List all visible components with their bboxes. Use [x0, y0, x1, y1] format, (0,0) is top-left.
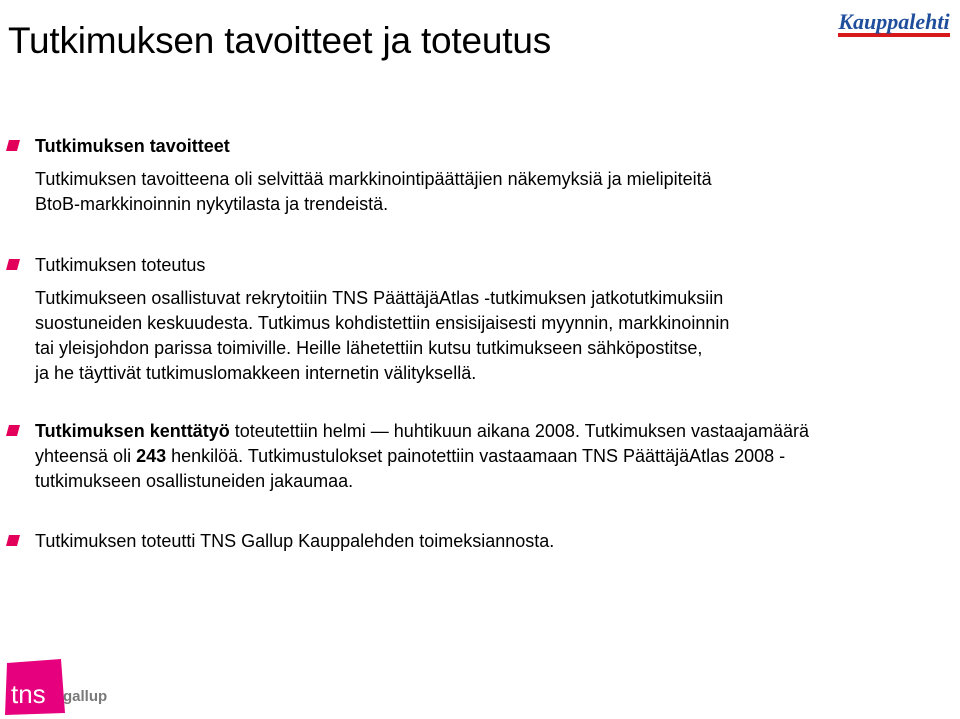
bullet-icon: [6, 425, 20, 436]
respondent-count: 243: [136, 446, 167, 466]
tns-gallup-logo: [3, 657, 111, 717]
kauppalehti-logo: [838, 6, 950, 38]
bullet-icon: [6, 259, 20, 270]
section-credit: [35, 529, 935, 554]
section-goals-heading: Tutkimuksen tavoitteet: [35, 136, 230, 156]
kauppalehti-logo-text: Kauppalehti: [838, 9, 950, 34]
credit-text: Tutkimuksen toteutti TNS Gallup Kauppalehden toimeksiannosta.: [35, 531, 555, 551]
section-goals: [35, 134, 935, 217]
fieldwork-line1-text: toteutettiin helmi — huhtikuun aikana 2008. Tutkimuksen vastaajamäärä: [229, 421, 810, 441]
section-goals-line: Tutkimuksen tavoitteena oli selvittää markkinointipäättäjien näkemyksiä ja mielipiteitä: [35, 169, 712, 189]
section-implementation: [35, 253, 935, 386]
section-implementation-line: Tutkimukseen osallistuvat rekrytoitiin TNS PäättäjäAtlas -tutkimuksen jatkotutkimuksiin: [35, 288, 724, 308]
fieldwork-lead: Tutkimuksen kenttätyö: [35, 421, 230, 441]
section-implementation-line: suostuneiden keskuudesta. Tutkimus kohdistettiin ensisijaisesti myynnin, markkinoinnin: [35, 313, 730, 333]
tns-logo-text: tns: [11, 679, 46, 709]
section-implementation-heading: Tutkimuksen toteutus: [35, 255, 206, 275]
section-fieldwork-line: [35, 419, 935, 444]
slide-title: Tutkimuksen tavoitteet ja toteutus: [8, 20, 551, 61]
gallup-logo-text: gallup: [63, 688, 108, 705]
bullet-icon: [6, 140, 20, 151]
section-fieldwork-line: [35, 444, 935, 469]
section-implementation-line: tai yleisjohdon parissa toimiville. Heille lähetettiin kutsu tutkimukseen sähköpostitse,: [35, 338, 703, 358]
bullet-icon: [6, 535, 20, 546]
fieldwork-line2-text: henkilöä. Tutkimustulokset painotettiin vastaamaan TNS PäättäjäAtlas 2008 -: [166, 446, 786, 466]
section-goals-line: BtoB-markkinoinnin nykytilasta ja trendeistä.: [35, 194, 389, 214]
fieldwork-line2-start: yhteensä oli: [35, 446, 137, 466]
section-fieldwork: [35, 419, 935, 494]
section-implementation-line: ja he täyttivät tutkimuslomakkeen internetin välityksellä.: [35, 363, 477, 383]
section-fieldwork-line: tutkimukseen osallistuneiden jakaumaa.: [35, 471, 354, 491]
